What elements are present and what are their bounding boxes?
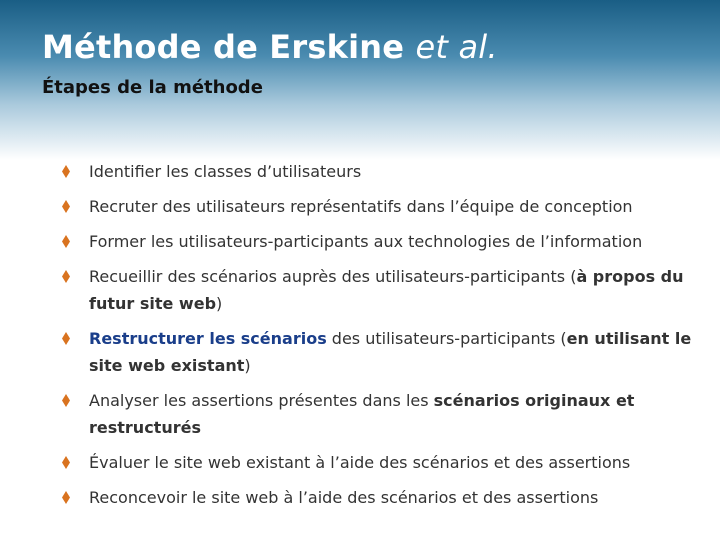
bullet-item bbox=[62, 263, 692, 317]
diamond-bullet-icon bbox=[62, 456, 70, 469]
bullet-text: scénarios originaux et restructurés bbox=[89, 391, 635, 437]
bullet-text: Analyser les assertions présentes dans les bbox=[89, 391, 434, 410]
diamond-bullet-icon bbox=[62, 235, 70, 248]
bullet-item bbox=[62, 158, 692, 185]
bullet-text: des utilisateurs-participants ( bbox=[326, 329, 567, 348]
bullet-text: Recruter des utilisateurs représentatifs dans l’équipe de conception bbox=[89, 197, 633, 216]
bullet-text: ) bbox=[244, 356, 251, 375]
diamond-bullet-icon bbox=[62, 270, 70, 283]
bullet-item bbox=[62, 449, 692, 476]
bullet-text: Recueillir des scénarios auprès des utilisateurs-participants ( bbox=[89, 267, 577, 286]
bullet-item bbox=[62, 228, 692, 255]
bullet-text: ) bbox=[216, 294, 223, 313]
diamond-bullet-icon bbox=[62, 200, 70, 213]
bullet-list bbox=[62, 158, 692, 519]
diamond-bullet-icon bbox=[62, 491, 70, 504]
bullet-text: Évaluer le site web existant à l’aide des scénarios et des assertions bbox=[89, 453, 631, 472]
bullet-text: Reconcevoir le site web à l’aide des scénarios et des assertions bbox=[89, 488, 599, 507]
bullet-item bbox=[62, 484, 692, 511]
slide-title-main: Méthode de Erskine bbox=[42, 28, 405, 66]
bullet-text: Former les utilisateurs-participants aux technologies de l’information bbox=[89, 232, 643, 251]
bullet-text: en utilisant le site web existant bbox=[89, 329, 692, 375]
bullet-item bbox=[62, 193, 692, 220]
diamond-bullet-icon bbox=[62, 332, 70, 345]
bullet-item bbox=[62, 387, 692, 441]
slide-title-italic: et al. bbox=[415, 28, 498, 66]
bullet-text: à propos du futur site web bbox=[89, 267, 684, 313]
bullet-text: Restructurer les scénarios bbox=[89, 329, 327, 348]
slide-title bbox=[42, 28, 498, 66]
bullet-item bbox=[62, 325, 692, 379]
slide-subtitle: Étapes de la méthode bbox=[42, 77, 263, 98]
diamond-bullet-icon bbox=[62, 394, 70, 407]
bullet-text: Identifier les classes d’utilisateurs bbox=[89, 162, 362, 181]
diamond-bullet-icon bbox=[62, 165, 70, 178]
